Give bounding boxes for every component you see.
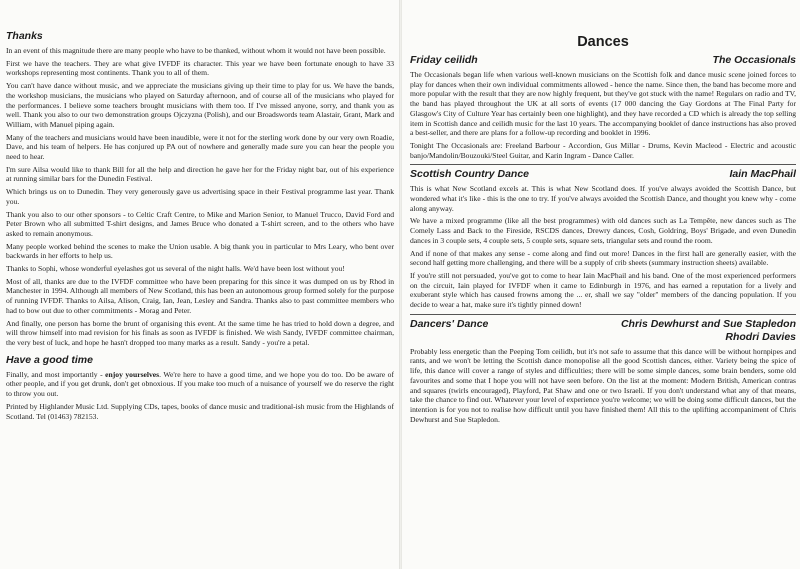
thanks-para-1: In an event of this magnitude there are many people who have to be thanked, without whom it would not have been possible. (6, 46, 386, 55)
dancers-para-1: Probably less energetic than the Peeping Tom ceilidh, but it's not safe to assume that this dance will be without hornpipes and rants, and we won't be letting the Scottish dance monopolise all the good Scottish dances, either. Variety being the spice of life, this dance will cover a range of styles and difficulties; there will be some simple dances, some brain benders, some old favourites and some that I hope you will not have seen before. On the list at the moment: Modern British, American contras and squares (twirls encouraged), Playford, Pat Shaw and one or two Israeli. If you don't understand what any of that means, take the chance to find out. Whatever your level of experience you're welcome; we will be doing some difficult dances, but the intention is for you not to realise how difficult until you have finished them! All this to the uplifting accompaniment of Chris Dewhurst and Sue Stapledon. (410, 346, 796, 424)
scd-heading: Scottish Country Dance (410, 168, 530, 181)
thanks-para-7: Thank you also to our other sponsors - to Celtic Craft Centre, to Mike and Marion Senior, to Manuel Trucco, David Ford and Peter Brown who all submitted T-shirt designs, and James Bruce who donated a T-shirt screen, and to the others who have asked to remain anonymous. (6, 209, 394, 238)
thanks-para-11: And finally, one person has borne the brunt of organising this event. At the same time he has tried to hold down a degree, and will throw himself into mad revision for his finals as soon as IVFDF is finished. We wish Sandy, IVFDF committee chairman, the very best of luck, and hope he hasn't dropped too many marks as a result. Sandy - you're a petal. (6, 318, 394, 347)
friday-ceilidh-heading: Friday ceilidh (410, 54, 478, 66)
goodtime-para-1-end: . We're here to have a good time, and we hope you do too. Do be aware of other people, and if you get drunk, don't get obnoxious. If you make too much of a nuisance of yourself we do reserve the right to throw you out. (6, 369, 394, 399)
page-fold (399, 0, 402, 569)
goodtime-para-1 (6, 370, 394, 399)
friday-para-2: Tonight The Occasionals are: Freeland Barbour - Accordion, Gus Millar - Drums, Kevin Macleod - Electric and acoustic banjo/Mandolin/Bouzouki/Steel Guitar, and Karin Ingram - Dance Caller. (410, 140, 796, 160)
friday-ceilidh-band: The Occasionals (712, 54, 796, 66)
scd-header (410, 168, 796, 181)
thanks-para-10: Most of all, thanks are due to the IVFDF committee who have been preparing for this since it was dumped on us by Rhod in Manchester in 1994. Although all members of New Scotland, this has been an autonomous group formed solely for the purpose of running IVFDF. Thanks to Ailsa, Alison, Craig, Ian, Jean, Lesley and Sandra. Thanks also to past committee members who had to bow out due to other commitments - Morag and Peter. (6, 276, 394, 315)
scd-para-3: And if none of that makes any sense - come along and find out more! Dances in the first hall are generally easier, with the second half getting more challenging, and there will be a supply of crib sheets (summary instruction sheets) available. (410, 248, 796, 268)
thanks-para-3: You can't have dance without music, and we appreciate the musicians giving up their time to play for us. We have the bands, the workshop musicians, the musicians who played on Saturday afternoon, and of course all of the musicians who played for the performances. I believe some teachers brought musicians with them too. If I've missed anyone, sorry, and thank you as well. Thank you also to our two demonstration groups Ojczyzna (Polish), and our Broadswords team Alastair, Grant, Mark and William, with Manuel piping again. (6, 81, 394, 129)
thanks-heading: Thanks (6, 30, 43, 42)
thanks-para-9: Thanks to Sophi, whose wonderful eyelashes got us several of the night halls. We'd have been lost without you! (6, 264, 345, 274)
section-divider-1 (410, 164, 796, 165)
right-page (410, 0, 796, 569)
dancers-band-2: Rhodri Davies (725, 330, 796, 343)
goodtime-emphasis: enjoy yourselves (105, 369, 160, 379)
dancers-header (410, 318, 796, 331)
section-divider-2 (410, 314, 796, 315)
friday-para-1: The Occasionals began life when various well-known musicians on the Scottish folk and dance music scene joined forces to play for dances when their own individual commitments allowed - hence the name. Since then, the band has become more and more popular with the result that they are now highly frequent, but they've got stuck with the name! Regulars on radio and TV, the band has played throughout the UK at all sorts of events (17 000 dancing the Gay Gordons at The Final Party for Glasgow's City of Culture Year has certainly been one highlight), and they have recorded a CD which is already the top selling item in Scottish dance and ceilidh music for the last 10 years. The accompanying booklet of dance instructions has also proved a best-seller, and there are plans for a follow-up recording and booklet in 1996. (410, 70, 796, 138)
friday-ceilidh-header (410, 54, 796, 67)
left-page (6, 0, 394, 569)
scd-band: Iain MacPhail (729, 168, 796, 181)
printer-credit: Printed by Highlander Music Ltd. Supplying CDs, tapes, books of dance music and traditional-ish music from the Highlands of Scotland. Tel (01463) 782153. (6, 401, 394, 421)
thanks-para-8: Many people worked behind the scenes to make the Union usable. A big thank you in particular to Mrs Leary, who bent over backwards in her efforts to help us. (6, 241, 394, 261)
dancers-heading: Dancers' Dance (410, 317, 489, 330)
thanks-para-2: First we have the teachers. They are what give IVFDF its character. This year we have been fortunate enough to have 33 workshops representing most continents. Thank you to all of them. (6, 58, 394, 78)
scd-para-1: This is what New Scotland excels at. This is what New Scotland does. If you've always avoided the Scottish Dance, but wondered what it's like - this is the one to try. If you've always avoided the Scottish Dance, and thought you knew why - come along anyway. (410, 184, 796, 213)
dancers-header-2 (410, 331, 796, 344)
thanks-para-5: I'm sure Ailsa would like to thank Bill for all the help and direction he gave her for the Friday night bar, out of his experience at running similar bars for the Dunedin Festival. (6, 164, 394, 184)
thanks-para-4: Many of the teachers and musicians would have been inaudible, were it not for the sterling work done by our very own Roadie, Dave, and his team of helpers. He has conjured up PA out of nowhere and generally made sure you can hear the people you need to hear. (6, 132, 394, 162)
dances-title: Dances (577, 34, 629, 50)
goodtime-heading: Have a good time (6, 353, 93, 366)
dancers-band-1: Chris Dewhurst and Sue Stapledon (620, 317, 796, 330)
scd-para-4: If you're still not persuaded, you've got to come to hear Iain MacPhail and his band. One of the most experienced performers on the circuit, Iain played for IVFDF when it came to Edinburgh in 1976, and has earned a reputation for a lively and exuberant style which has caused frowns among the ... er, shall we say "older" members of the dancing population. If you decide to wear a hat, make sure it's tightly pinned down! (410, 270, 796, 310)
scd-para-2: We have a mixed programme (like all the best programmes) with old dances such as La Tempête, new dances such as The Comely Lass and Back to the Fireside, RSCDS dances, Drewry dances, Cosh, Goldring, Boys' Brigade, and even Dunedin dances in 3 couple sets, 4 couple sets, 5 couple sets, square sets, triangular sets and round the room. (410, 216, 796, 245)
goodtime-para-1-start: Finally, and most importantly - (6, 369, 103, 379)
thanks-para-6: Which brings us on to Dunedin. They very generously gave us advertising space in their Festival programme last year. Thank you. (6, 187, 394, 206)
